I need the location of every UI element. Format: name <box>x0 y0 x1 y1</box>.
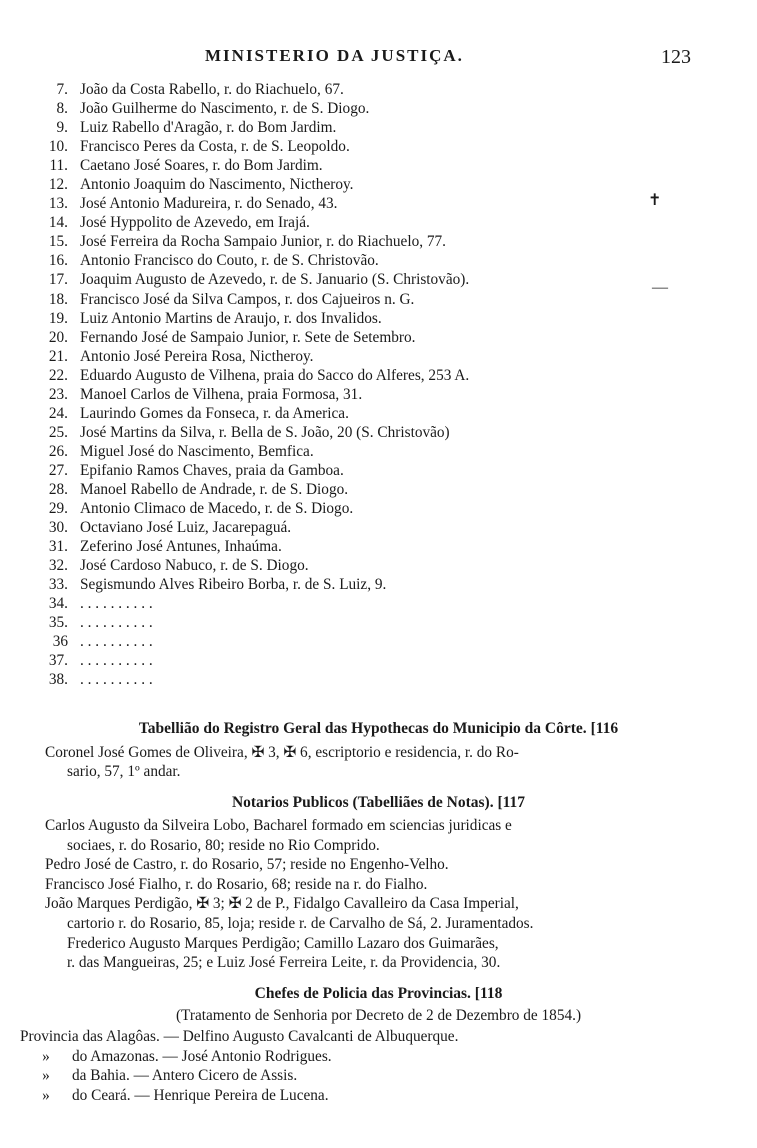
item-text: José Hyppolito de Azevedo, em Irajá. <box>80 214 310 232</box>
section-title-notarios: Notarios Publicos (Tabelliães de Notas). [117 <box>231 794 526 811</box>
item-number: 27. <box>48 461 68 479</box>
item-number: 14. <box>48 214 68 232</box>
chefe-text: do Ceará. — Henrique Pereira de Lucena. <box>72 1086 329 1104</box>
list-item <box>38 347 728 366</box>
item-number: 23. <box>48 385 68 403</box>
item-number: 35. <box>48 614 68 632</box>
list-item <box>38 385 728 404</box>
item-number: 21. <box>48 347 68 365</box>
item-text: Francisco Peres da Costa, r. de S. Leopoldo. <box>80 138 350 156</box>
item-number: 8. <box>56 100 68 118</box>
tabelliao-line-2: sario, 57, 1º andar. <box>67 763 181 780</box>
item-number: 24. <box>48 404 68 422</box>
notario-line: João Marques Perdigão, ✠ 3; ✠ 2 de P., Fidalgo Cavalleiro da Casa Imperial, <box>45 895 519 913</box>
item-text: Caetano José Soares, r. do Bom Jardim. <box>80 157 323 175</box>
list-item <box>38 328 728 347</box>
tabelliao-line-1: Coronel José Gomes de Oliveira, ✠ 3, ✠ 6, escriptorio e residencia, r. do Ro- <box>45 744 519 761</box>
item-number: 38. <box>48 671 68 689</box>
notario-line: sociaes, r. do Rosario, 80; reside no Rio Comprido. <box>67 836 380 854</box>
list-item <box>38 480 728 499</box>
list-item <box>38 613 728 632</box>
list-item <box>38 213 728 232</box>
chefe-line <box>20 1047 332 1066</box>
list-item <box>38 404 728 423</box>
item-text: João da Costa Rabello, r. do Riachuelo, 67. <box>80 81 344 98</box>
list-item <box>38 194 728 213</box>
item-number: 16. <box>48 252 68 270</box>
list-item <box>38 556 728 575</box>
list-item <box>38 232 728 251</box>
item-text: . . . . . . . . . . <box>80 652 153 670</box>
list-item <box>38 290 728 309</box>
item-number: 37. <box>48 652 68 670</box>
item-text: Antonio Joaquim do Nascimento, Nictheroy. <box>80 176 354 194</box>
item-number: 20. <box>48 328 68 346</box>
item-number: 29. <box>48 500 68 518</box>
ditto-mark: » <box>42 1067 50 1084</box>
chefes-subtitle: (Tratamento de Senhoria por Decreto de 2 de Dezembro de 1854.) <box>175 1007 582 1024</box>
item-text: Epifanio Ramos Chaves, praia da Gamboa. <box>80 461 344 479</box>
ditto-mark: » <box>42 1047 50 1065</box>
list-item <box>38 575 728 594</box>
chefe-text: da Bahia. — Antero Cicero de Assis. <box>72 1067 298 1084</box>
list-item <box>38 518 728 537</box>
notario-line: cartorio r. do Rosario, 85, loja; reside r. de Carvalho de Sá, 2. Juramentados. <box>67 915 534 932</box>
item-text: José Martins da Silva, r. Bella de S. João, 20 (S. Christovão) <box>80 423 450 441</box>
item-text: Manoel Rabello de Andrade, r. de S. Diogo. <box>80 480 349 498</box>
item-text: . . . . . . . . . . <box>80 671 153 689</box>
item-text: Eduardo Augusto de Vilhena, praia do Sacco do Alferes, 253 A. <box>80 366 470 384</box>
margin-cross-mark: ✝ <box>648 192 662 209</box>
item-number: 28. <box>48 480 68 498</box>
notario-line: r. das Mangueiras, 25; e Luiz José Ferreira Leite, r. da Providencia, 30. <box>67 954 501 972</box>
item-text: João Guilherme do Nascimento, r. de S. Diogo. <box>80 100 370 118</box>
item-number: 15. <box>48 233 68 251</box>
list-item <box>38 80 728 99</box>
item-text: Francisco José da Silva Campos, r. dos Cajueiros n. G. <box>80 290 415 308</box>
list-item <box>38 118 728 137</box>
item-text: Octaviano José Luiz, Jacarepaguá. <box>80 519 292 537</box>
item-text: Antonio Climaco de Macedo, r. de S. Diogo. <box>80 500 354 518</box>
chefe-text: do Amazonas. — José Antonio Rodrigues. <box>72 1047 332 1065</box>
list-item <box>38 499 728 518</box>
item-text: Manoel Carlos de Vilhena, praia Formosa, 31. <box>80 385 363 403</box>
list-item <box>38 156 728 175</box>
item-text: . . . . . . . . . . <box>80 595 153 613</box>
chefe-line <box>20 1066 297 1085</box>
item-number: 25. <box>48 423 68 441</box>
item-text: . . . . . . . . . . <box>80 614 153 632</box>
item-number: 31. <box>48 538 68 556</box>
page-header <box>0 46 757 72</box>
list-item <box>38 651 728 670</box>
ditto-mark: Provincia das Alagôas. — Delfino Augusto Cavalcanti de Albuquerque. <box>20 1028 459 1045</box>
list-item <box>38 594 728 613</box>
item-text: Luiz Rabello d'Aragão, r. do Bom Jardim. <box>80 119 337 137</box>
list-item <box>38 251 728 270</box>
item-text: Zeferino José Antunes, Inhaúma. <box>80 538 282 556</box>
item-number: 7. <box>56 81 68 98</box>
section-title-tabelliao: Tabellião do Registro Geral das Hypothecas do Municipio da Côrte. [116 <box>138 720 619 737</box>
running-title: MINISTERIO DA JUSTIÇA. <box>205 46 464 65</box>
item-number: 33. <box>48 576 68 594</box>
item-number: 19. <box>48 309 68 327</box>
chefe-line <box>20 1086 329 1105</box>
list-item <box>38 270 728 289</box>
margin-dash-mark: — <box>652 279 668 296</box>
notario-line: Frederico Augusto Marques Perdigão; Camillo Lazaro dos Guimarães, <box>67 934 499 952</box>
item-number: 12. <box>48 176 68 194</box>
item-text: José Ferreira da Rocha Sampaio Junior, r. do Riachuelo, 77. <box>80 233 447 251</box>
item-number: 34. <box>48 595 68 613</box>
list-item <box>38 537 728 556</box>
item-number: 9. <box>56 119 68 137</box>
item-number: 22. <box>48 366 68 384</box>
item-text: Segismundo Alves Ribeiro Borba, r. de S. Luiz, 9. <box>80 576 387 594</box>
list-item <box>38 670 728 689</box>
section-title-chefes: Chefes de Policia das Provincias. [118 <box>254 985 503 1002</box>
list-item <box>38 366 728 385</box>
item-text: Miguel José do Nascimento, Bemfica. <box>80 442 314 460</box>
item-text: . . . . . . . . . . <box>80 633 153 651</box>
item-text: José Antonio Madureira, r. do Senado, 43. <box>80 195 338 213</box>
item-number: 10. <box>48 138 68 156</box>
notario-line: Pedro José de Castro, r. do Rosario, 57; reside no Engenho-Velho. <box>45 856 449 874</box>
item-text: Fernando José de Sampaio Junior, r. Sete de Setembro. <box>80 328 416 346</box>
item-text: Antonio Francisco do Couto, r. de S. Christovão. <box>80 252 379 270</box>
list-item <box>38 175 728 194</box>
item-text: Laurindo Gomes da Fonseca, r. da America. <box>80 404 349 422</box>
item-text: Luiz Antonio Martins de Araujo, r. dos Invalidos. <box>80 309 382 327</box>
list-item <box>38 99 728 118</box>
name-list <box>38 80 728 690</box>
item-number: 32. <box>48 557 68 575</box>
list-item <box>38 137 728 156</box>
item-number: 11. <box>49 157 68 175</box>
item-number: 30. <box>48 519 68 537</box>
list-item <box>38 632 728 651</box>
item-text: Antonio José Pereira Rosa, Nictheroy. <box>80 347 314 365</box>
item-number: 13. <box>48 195 68 213</box>
notario-line: Francisco José Fialho, r. do Rosario, 68; reside na r. do Fialho. <box>45 875 428 893</box>
item-text: José Cardoso Nabuco, r. de S. Diogo. <box>80 557 309 575</box>
ditto-mark: » <box>42 1086 50 1104</box>
item-number: 18. <box>48 290 68 308</box>
item-text: Joaquim Augusto de Azevedo, r. de S. Januario (S. Christovão). <box>80 271 470 289</box>
list-item <box>38 423 728 442</box>
list-item <box>38 309 728 328</box>
page-number: 123 <box>661 46 691 68</box>
chefe-line <box>20 1027 458 1046</box>
item-number: 17. <box>48 271 68 289</box>
item-number: 36 <box>52 633 68 651</box>
list-item <box>38 442 728 461</box>
notario-line: Carlos Augusto da Silveira Lobo, Bacharel formado em sciencias juridicas e <box>45 817 512 834</box>
item-number: 26. <box>48 442 68 460</box>
list-item <box>38 461 728 480</box>
